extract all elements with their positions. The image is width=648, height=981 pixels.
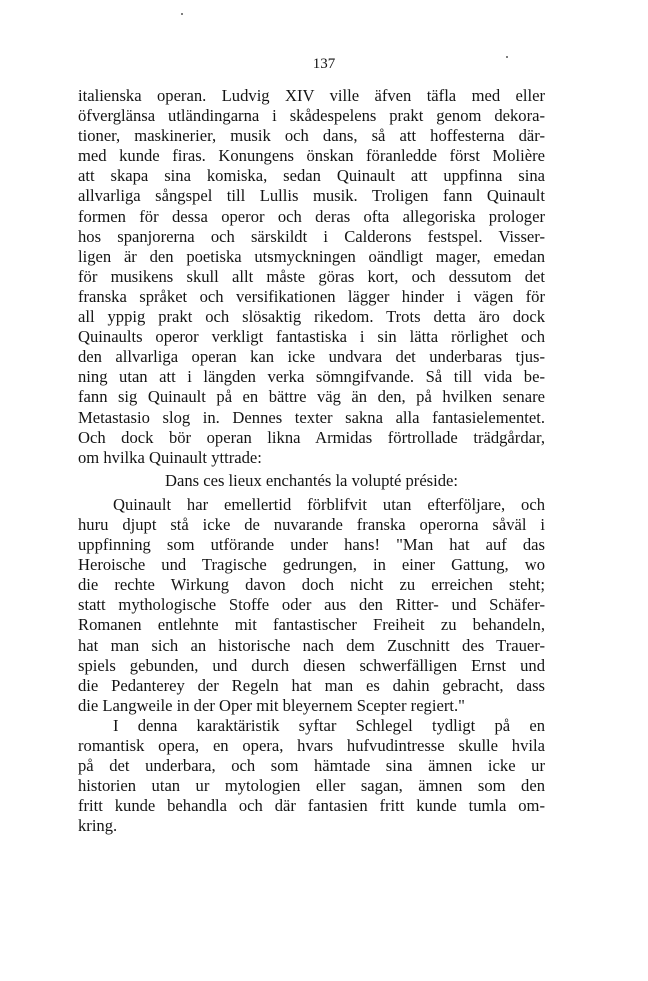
text-line: italienska operan. Ludvig XIV ville äfven täfla med eller xyxy=(78,86,545,105)
text-line: I denna karaktäristik syftar Schlegel tydligt på en xyxy=(113,715,545,735)
text-line: allvarliga sångspel till Lullis musik. Troligen fann Quinault xyxy=(78,186,545,206)
text-line: kring. xyxy=(78,816,118,836)
text-line: ligen är den poetiska utsmyckningen oändligt mager, emedan xyxy=(78,246,545,266)
text-line: die rechte Wirkung davon doch nicht zu erreichen steht; xyxy=(78,575,545,595)
text-line: fann sig Quinault på en bättre väg än den, på hvilken senare xyxy=(78,387,545,407)
page-number: 137 xyxy=(312,56,336,72)
text-line: huru djupt stå icke de nuvarande franska operorna såväl i xyxy=(78,514,545,534)
text-line: hat man sich an historische nach dem Zuschnitt des Trauer- xyxy=(78,635,545,655)
text-line: tioner, maskinerier, musik och dans, så att hoffesterna där- xyxy=(78,126,545,146)
text-line: romantisk opera, en opera, hvars hufvudintresse skulle hvila xyxy=(78,736,545,755)
text-line: formen för dessa operor och deras ofta allegoriska prologer xyxy=(78,206,545,226)
body-text xyxy=(78,86,545,836)
text-line: ning utan att i längden verka sömngifvande. Så till vida be- xyxy=(78,367,545,387)
text-line: Quinaults operor verkligt fantastiska i sin lätta rörlighet och xyxy=(78,327,545,347)
text-line: öfverglänsa utländingarna i skådespelens prakt genom dekora- xyxy=(78,106,545,126)
text-line: hos spanjorerna och särskildt i Calderons festspel. Visser- xyxy=(78,226,545,246)
text-line: die Pedanterey der Regeln hat man es dahin gebracht, dass xyxy=(78,675,545,695)
text-line: Quinault har emellertid förblifvit utan efterföljare, och xyxy=(113,494,545,514)
paragraph-3 xyxy=(78,716,545,837)
text-line: statt mythologische Stoffe oder aus den Ritter- und Schäfer- xyxy=(78,595,545,615)
text-line: Metastasio slog in. Dennes texter sakna alla fantasielementet. xyxy=(78,407,545,427)
text-line: på det underbara, och som hämtade sina ämnen icke ur xyxy=(78,756,545,776)
text-line: om hvilka Quinault yttrade: xyxy=(78,447,262,467)
verse-quote: Dans ces lieux enchantés la volupté préside: xyxy=(164,470,459,490)
text-line: för musikens skull allt måste göras kort, och dessutom det xyxy=(78,266,545,286)
text-line: med kunde firas. Konungens önskan föranledde först Molière xyxy=(78,146,545,166)
text-line: Och dock bör operan likna Armidas förtrollade trädgårdar, xyxy=(78,427,545,447)
text-line: die Langweile in der Oper mit bleyernem Scepter regiert." xyxy=(78,695,465,715)
text-line: uppfinning som utförande under hans! "Man hat auf das xyxy=(78,535,545,555)
text-line: Romanen entlehnte mit fantastischer Freiheit zu behandeln, xyxy=(78,615,545,635)
text-line: Heroische und Tragische gedrungen, in einer Gattung, wo xyxy=(78,555,545,575)
text-line: all yppig prakt och slösaktig rikedom. Trots detta äro dock xyxy=(78,307,545,327)
text-line: spiels gebunden, und durch diesen schwerfälligen Ernst und xyxy=(78,655,545,675)
print-speck xyxy=(181,13,183,15)
text-line: historien utan ur mytologien eller sagan, ämnen som den xyxy=(78,776,545,796)
text-line: att skapa sina komiska, sedan Quinault att uppfinna sina xyxy=(78,166,545,186)
text-line: den allvarliga operan kan icke undvara det underbaras tjus- xyxy=(78,347,545,367)
paragraph-2 xyxy=(78,495,545,716)
text-line: franska språket och versifikationen lägger hinder i vägen för xyxy=(78,286,545,306)
text-line: fritt kunde behandla och där fantasien fritt kunde tumla om- xyxy=(78,796,545,816)
paragraph-1 xyxy=(78,86,545,468)
